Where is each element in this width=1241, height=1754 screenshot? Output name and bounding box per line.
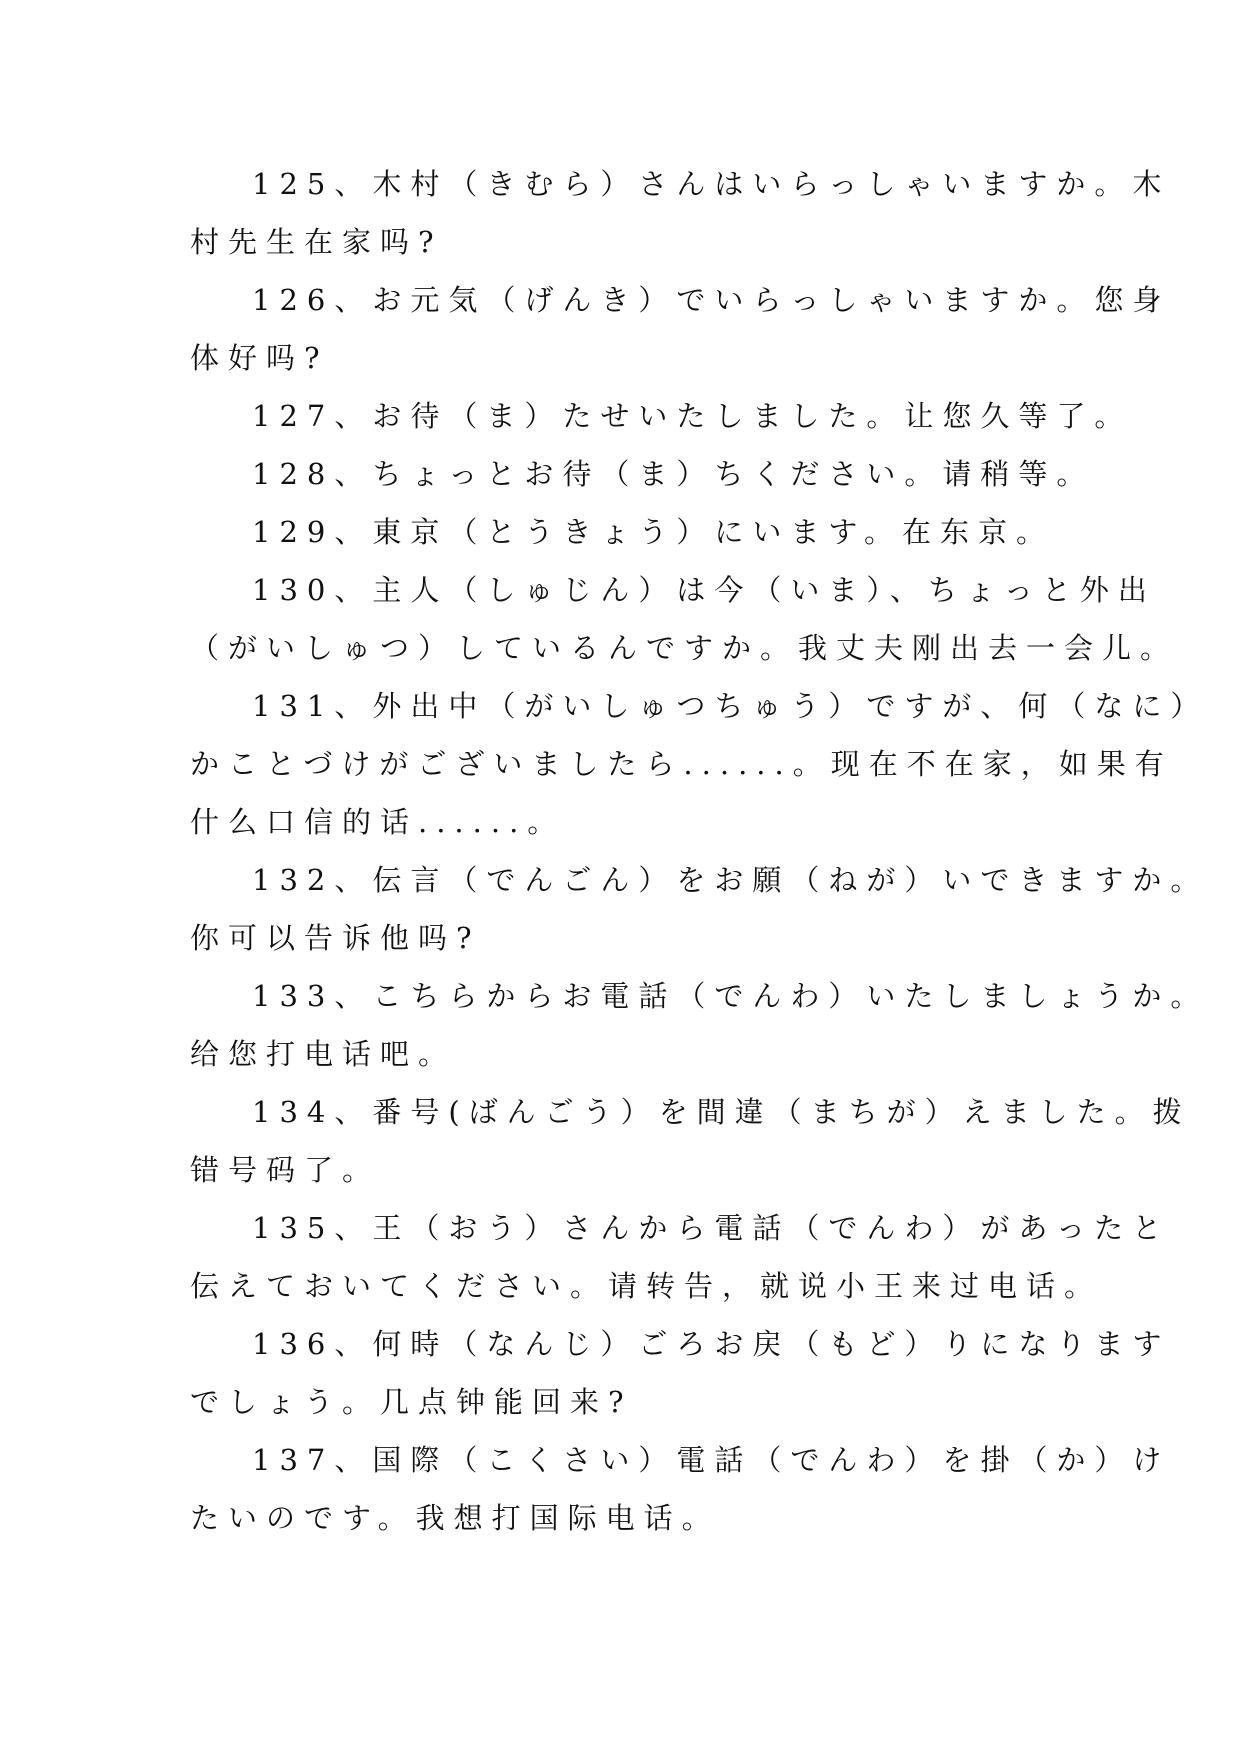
text-line: 136、何時（なんじ）ごろお戻（もど）りになります bbox=[252, 1327, 1171, 1361]
text-line: 体好吗? bbox=[190, 341, 329, 375]
text-line: 129、東京（とうきょう）にいます。在东京。 bbox=[252, 515, 1055, 549]
document-body bbox=[190, 155, 1209, 1547]
text-line: 错号码了。 bbox=[190, 1153, 381, 1187]
text-line: でしょう。几点钟能回来? bbox=[190, 1385, 633, 1419]
text-line: 130、主人（しゅじん）は今（いま）、ちょっと外出 bbox=[252, 573, 1156, 607]
text-line: 伝えておいてください。请转告，就说小王来过电话。 bbox=[190, 1269, 1103, 1303]
text-line: 134、番号(ばんごう）を間違（まちが）えました。拨 bbox=[252, 1095, 1191, 1129]
text-line: たいのです。我想打国际电话。 bbox=[190, 1501, 720, 1535]
text-line: （がいしゅつ）しているんですか。我丈夫刚出去一会儿。 bbox=[190, 631, 1179, 665]
text-line: 128、ちょっとお待（ま）ちください。请稍等。 bbox=[252, 457, 1095, 491]
text-line: 125、木村（きむら）さんはいらっしゃいますか。木 bbox=[252, 167, 1171, 201]
text-line: 什么口信的话......。 bbox=[190, 805, 566, 839]
text-line: 127、お待（ま）たせいたしました。让您久等了。 bbox=[252, 399, 1133, 433]
text-line: 给您打电话吧。 bbox=[190, 1037, 457, 1071]
text-line: 132、伝言（でんごん）をお願（ねが）いできますか。 bbox=[252, 863, 1209, 897]
text-line: 133、こちらからお電話（でんわ）いたしましょうか。 bbox=[252, 979, 1209, 1013]
text-line: 135、王（おう）さんから電話（でんわ）があったと bbox=[252, 1211, 1171, 1245]
text-line: かことづけがございましたら......。现在不在家，如果有 bbox=[190, 747, 1173, 781]
text-line: 你可以告诉他吗? bbox=[190, 921, 481, 955]
text-line: 131、外出中（がいしゅつちゅう）ですが、何（なに） bbox=[252, 689, 1209, 723]
text-line: 137、国際（こくさい）電話（でんわ）を掛（か）け bbox=[252, 1443, 1171, 1477]
text-line: 126、お元気（げんき）でいらっしゃいますか。您身 bbox=[252, 283, 1171, 317]
text-line: 村先生在家吗? bbox=[190, 225, 443, 259]
